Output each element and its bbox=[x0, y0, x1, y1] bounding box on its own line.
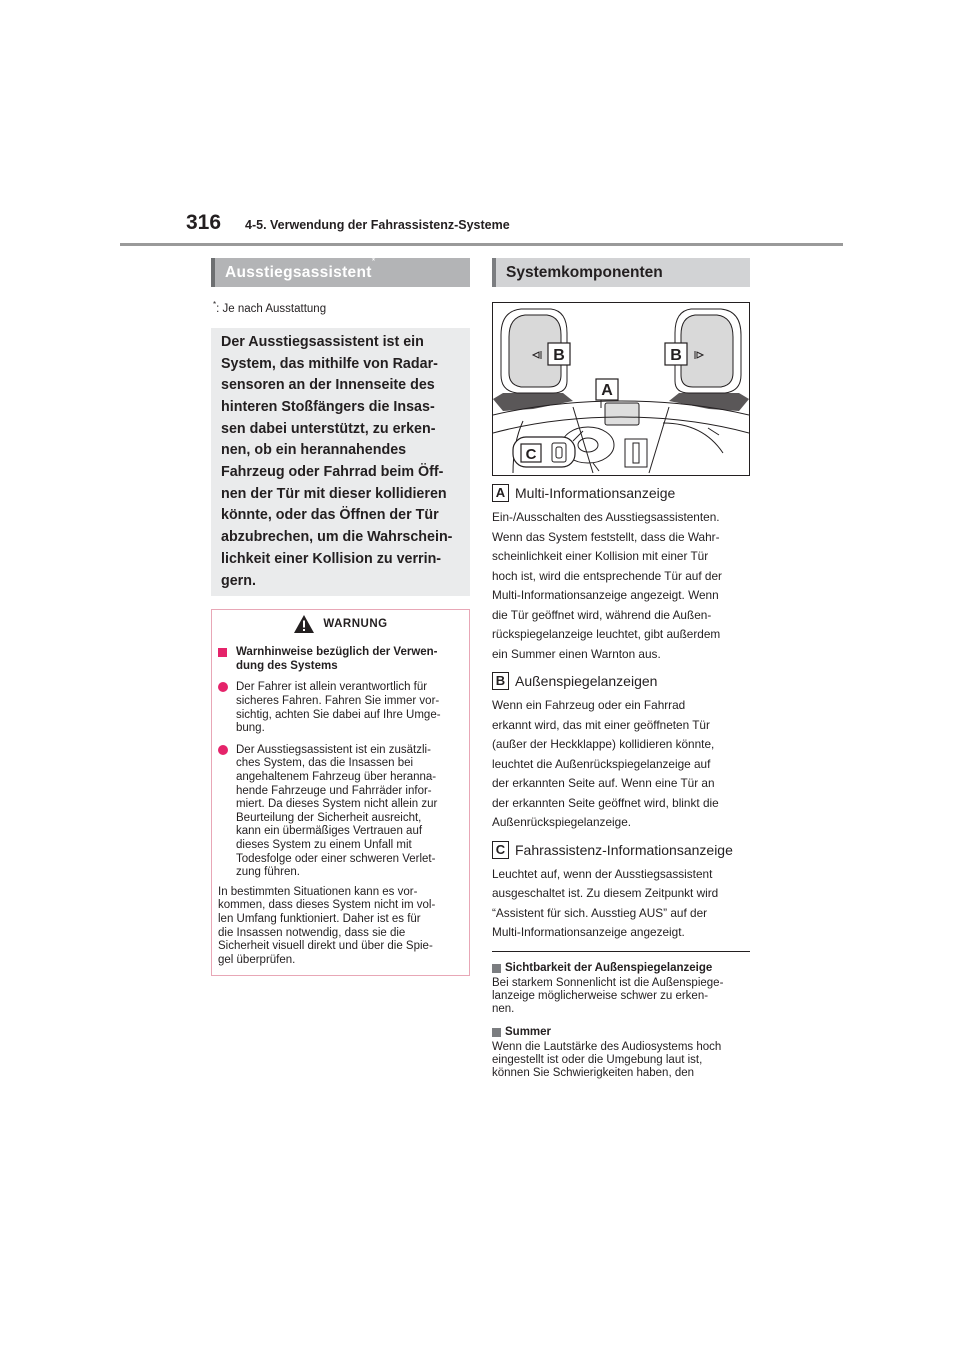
note-1-text: Bei starkem Sonnenlicht ist die Außenspiege- lanzeige möglicherweise schwer zu erken- nen. bbox=[492, 976, 724, 1015]
item-c-heading bbox=[492, 841, 750, 859]
item-a-title: Multi-Informationsanzeige bbox=[515, 485, 676, 501]
item-c-title: Fahrassistenz-Informationsanzeige bbox=[515, 841, 733, 858]
section-title: Systemkomponenten bbox=[506, 264, 663, 281]
warning-paragraph: In bestimmten Situationen kann es vor- kommen, dass dieses System nicht im vol- len Umfang funktioniert. Daher ist es für die Insassen notwendig, dass sie die Sicherheit visuell direkt und über die Spie- gel überprüfen. bbox=[218, 885, 436, 966]
warning-bullet-text: Der Ausstiegsassistent ist ein zusätzli- ches System, das die Insassen bei angehaltenem Fahrzeug über heranna- hende Fahrzeuge und Fahrräder infor- miert. Da dieses System nicht allein zur Beurteilung der Sicherheit ausreicht, kann ein übermäßiges Vertrauen auf dieses System zu einem Unfall mit Todesfolge oder einer schweren Verlet- zung führen. bbox=[236, 743, 438, 879]
cockpit-illustration bbox=[493, 303, 749, 475]
footnote bbox=[213, 300, 470, 315]
callout-b-right: B bbox=[670, 347, 682, 364]
callout-c: C bbox=[525, 446, 537, 463]
item-b-heading bbox=[492, 672, 750, 690]
intro-line: abzubrechen, um die Wahrschein- bbox=[221, 529, 453, 546]
note-heading bbox=[492, 962, 750, 974]
warning-heading-text: Warnhinweise bezüglich der Verwen- dung des Systems bbox=[236, 646, 438, 672]
warning-heading bbox=[218, 646, 463, 673]
intro-line: könnte, oder das Öffnen der Tür bbox=[221, 507, 439, 524]
callout-a: A bbox=[601, 382, 613, 399]
intro-line: hinteren Stoßfängers die Insas- bbox=[221, 398, 435, 415]
intro-line: gern. bbox=[221, 572, 256, 589]
item-b-title: Außenspiegelanzeigen bbox=[515, 673, 658, 689]
footnote-mark: * bbox=[213, 300, 217, 309]
callout-b-left: B bbox=[553, 347, 565, 364]
section-title-mark: * bbox=[371, 256, 376, 266]
warning-title: WARNUNG bbox=[323, 618, 388, 631]
item-c-text: Leuchtet auf, wenn der Ausstiegsassistent ausgeschaltet ist. Zu diesem Zeitpunkt wird “Assistent für sich. Ausstieg AUS” auf der Multi-Informationsanzeige angezeigt. bbox=[492, 866, 719, 939]
warning-bullet bbox=[218, 744, 463, 880]
item-b-text: Wenn ein Fahrzeug oder ein Fahrrad erkannt wird, das mit einer geöffneten Tür (außer der Heckklappe) kollidieren könnte, leuchtet die Außenrückspiegelanzeige auf der erkannten Seite auf. Wenn eine Tür an der erkannten Seite geöffnet wird, blinkt die Außenrückspiegelanzeige. bbox=[492, 698, 719, 829]
item-a-letter: A bbox=[492, 484, 509, 502]
warning-bullet bbox=[218, 681, 463, 735]
intro-line: sen dabei unterstützt, zu erken- bbox=[221, 420, 436, 437]
header-rule bbox=[120, 243, 843, 246]
square-bullet-icon bbox=[218, 648, 227, 657]
left-column bbox=[211, 258, 470, 976]
page-number: 316 bbox=[186, 211, 222, 234]
warning-bullet-text: Der Fahrer ist allein verantwortlich für sicheres Fahren. Fahren Sie immer vor- sichtig, achten Sie dabei auf Ihre Umge- bung. bbox=[236, 681, 441, 735]
intro-line: System, das mithilfe von Radar- bbox=[221, 355, 438, 372]
square-bullet-icon bbox=[492, 964, 501, 973]
item-c-letter: C bbox=[492, 841, 509, 859]
intro-line: nen der Tür mit dieser kollidieren bbox=[221, 485, 447, 502]
square-bullet-icon bbox=[492, 1028, 501, 1037]
note-heading bbox=[492, 1026, 750, 1038]
warning-triangle-icon bbox=[293, 614, 315, 634]
intro-box bbox=[211, 328, 470, 596]
round-bullet-icon bbox=[218, 682, 228, 692]
intro-line: lichkeit einer Kollision zu verrin- bbox=[221, 550, 442, 567]
note-2-text: Wenn die Lautstärke des Audiosystems hoch eingestellt ist oder die Umgebung laut ist, können Sie Schwierigkeiten haben, den bbox=[492, 1040, 722, 1079]
intro-line: sensoren an der Innenseite des bbox=[221, 377, 435, 394]
note-1-heading: Sichtbarkeit der Außenspiegelanzeige bbox=[505, 961, 713, 974]
right-column bbox=[492, 258, 750, 1080]
item-a-text: Ein-/Ausschalten des Ausstiegsassistenten. Wenn das System feststellt, dass die Wahr- scheinlichkeit einer Kollision mit einer Tür hoch ist, wird die entsprechende Tür auf der Multi-Informationsanzeige angezeigt. Wenn die Tür geöffnet wird, während die Außen- rückspiegelanzeige leuchtet, gibt außerdem ein Summer einen Warnton aus. bbox=[492, 510, 722, 661]
intro-line: Fahrzeug oder Fahrrad beim Öff- bbox=[221, 464, 444, 481]
item-a-heading bbox=[492, 484, 750, 502]
item-b-letter: B bbox=[492, 672, 509, 690]
section-bar-systemkomponenten bbox=[492, 258, 750, 287]
divider bbox=[492, 951, 750, 952]
chapter-title: 4-5. Verwendung der Fahrassistenz-Systeme bbox=[245, 218, 510, 232]
note-2-heading: Summer bbox=[505, 1025, 552, 1038]
section-title: Ausstiegsassistent bbox=[225, 264, 372, 281]
warning-box bbox=[211, 609, 470, 976]
warning-header bbox=[212, 610, 469, 638]
intro-line: nen, ob ein herannahendes bbox=[221, 442, 407, 459]
intro-line: Der Ausstiegsassistent ist ein bbox=[221, 333, 424, 350]
section-bar-ausstiegsassistent bbox=[211, 258, 470, 287]
footnote-text: : Je nach Ausstattung bbox=[216, 302, 327, 315]
round-bullet-icon bbox=[218, 745, 228, 755]
system-components-illustration bbox=[492, 302, 750, 476]
